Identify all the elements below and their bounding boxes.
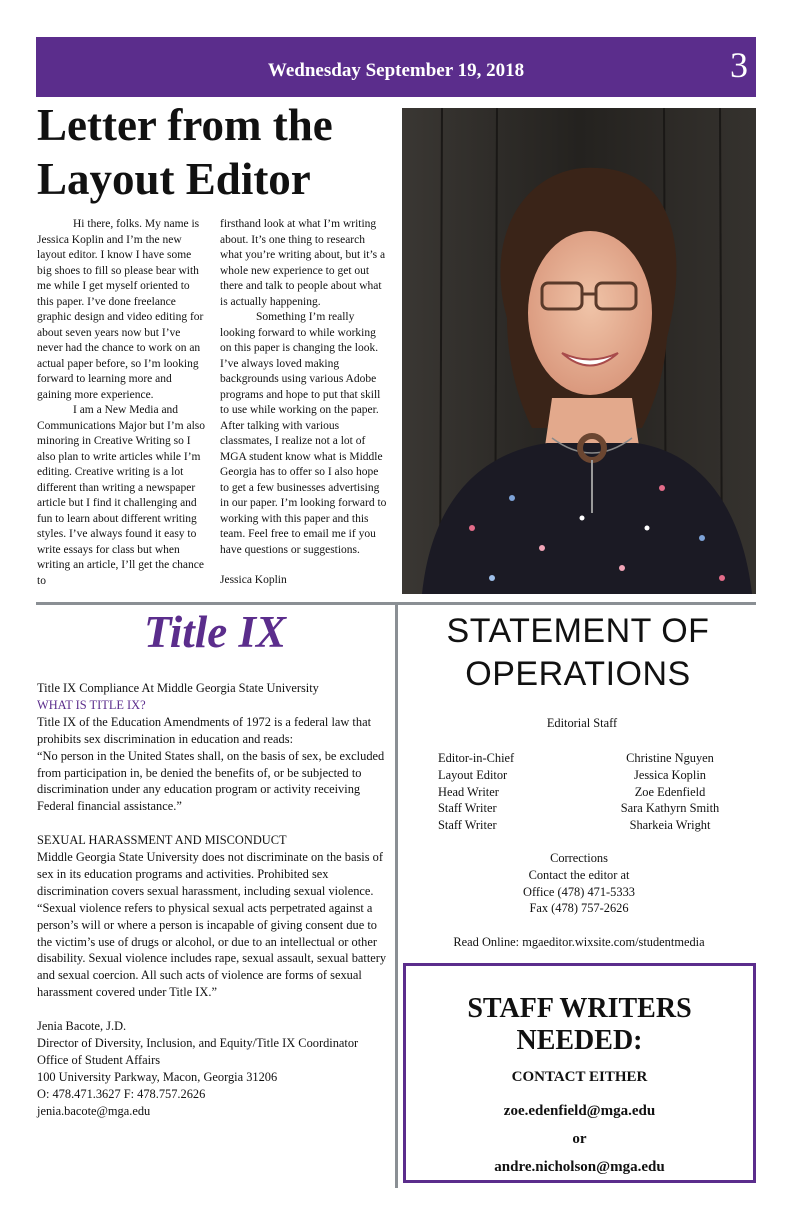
- article-paragraph: I am a New Media and Communications Major but I’m also minoring in Creative Writing so I also plan to write articles while I’m editing. Creative writing is a lot different than writing a newspaper article but I find it challenging and fun to learn about different writing styles. I’ve always found it easy to write essays for class but when writing an article, I’ll get the chance to: [37, 404, 206, 587]
- corrections-block: [400, 850, 758, 917]
- what-is-heading: WHAT IS TITLE IX?: [37, 697, 146, 712]
- corrections-label: Corrections: [550, 851, 608, 865]
- staff-name: Christine Nguyen: [626, 751, 714, 765]
- fax-number: Fax (478) 757-2626: [529, 901, 629, 916]
- editorial-staff-label: Editorial Staff: [546, 716, 618, 730]
- ad-title: [406, 993, 753, 1057]
- article-paragraph: Something I’m really looking forward to while working on this paper is changing the look. I’ve always loved making backgrounds using various Adobe programs and hope to put that skill to use while working on the paper. After talking with various classmates, I realize not a lot of MGA student know what is Middle Georgia has to offer so I also hope to get a few businesses advertising in our paper. I’m looking forward to working with this paper and this team. Feel free to email me if you have questions or suggestions.: [220, 311, 387, 556]
- law-quote: “No person in the United States shall, on the basis of sex, be excluded from participation in, be denied the benefits of, or be subjected to discrimination under any education program or activity receiving Federal financial assistance.”: [37, 748, 385, 814]
- ad-title-line: STAFF WRITERS: [467, 993, 692, 1024]
- staff-name: Jessica Koplin: [634, 767, 706, 782]
- statement-title-line: OPERATIONS: [465, 655, 691, 693]
- staff-role: Editor-in-Chief: [438, 751, 515, 765]
- ad-or-text: or: [572, 1131, 587, 1147]
- ad-contact-label: CONTACT EITHER: [511, 1069, 648, 1085]
- harassment-heading: SEXUAL HARASSMENT AND MISCONDUCT: [37, 833, 287, 848]
- compliance-line: Title IX Compliance At Middle Georgia State University: [37, 681, 319, 695]
- violence-quote: “Sexual violence refers to physical sexual acts perpetrated against a person’s will or where a person is incapable of giving consent due to the victim’s use of drugs or alcohol, or due to an intellectual or other disability. Sexual violence includes rape, sexual assault, sexual battery and sexual coercion. All such acts of violence are forms of sexual harassment covered under Title IX.”: [37, 900, 387, 1000]
- title-ix-heading: Title IX: [143, 607, 287, 657]
- intro-text: Title IX of the Education Amendments of 1972 is a federal law that prohibits sex discrimination in education and reads:: [37, 714, 372, 746]
- contact-title: Director of Diversity, Inclusion, and Equity/Title IX Coordinator: [37, 1036, 359, 1050]
- header-bar: [36, 37, 756, 97]
- staff-names: [590, 750, 750, 834]
- contact-name: Jenia Bacote, J.D.: [37, 1019, 127, 1034]
- harassment-text: Middle Georgia State University does not discriminate on the basis of sex in its education programs and activities. Prohibited sex discrimination covers sexual harassment, including sexual violence.: [37, 850, 383, 898]
- title-ix-body: [37, 680, 392, 1120]
- ad-email-link[interactable]: zoe.edenfield@mga.edu: [503, 1103, 656, 1119]
- vertical-divider: [395, 604, 398, 1188]
- ad-email-link[interactable]: andre.nicholson@mga.edu: [494, 1159, 665, 1175]
- statement-title-line: STATEMENT OF: [446, 612, 710, 650]
- article-paragraph: firsthand look at what I’m writing about. It’s one thing to research what you’re writing about, but it’s a whole new experience to get out there and talk to people about what is actually happening.: [220, 218, 386, 308]
- read-online-link[interactable]: Read Online: mgaeditor.wixsite.com/studentmedia: [453, 935, 705, 949]
- article-paragraph: Hi there, folks. My name is Jessica Koplin and I’m the new layout editor. I know I have some big shoes to fill so please bear with me while I get myself oriented to this paper. I’ve done freelance graphic design and video editing for about seven years now but I’ve never had the chance to work on an actual paper before, so I’m looking forward to learning more and gaining more experience.: [37, 218, 204, 401]
- contact-address: 100 University Parkway, Macon, Georgia 31206: [37, 1069, 278, 1084]
- staff-name: Sharkeia Wright: [629, 818, 711, 833]
- office-phone: Office (478) 471-5333: [523, 884, 635, 899]
- contact-phone: O: 478.471.3627 F: 478.757.2626: [37, 1086, 206, 1101]
- staff-role: Staff Writer: [438, 801, 497, 816]
- staff-role: Layout Editor: [438, 767, 508, 782]
- staff-name: Sara Kathyrn Smith: [620, 801, 720, 816]
- staff-roles: [438, 750, 578, 834]
- article-column-1: [37, 217, 206, 589]
- staff-role: Staff Writer: [438, 818, 497, 833]
- issue-date: Wednesday September 19, 2018: [267, 60, 525, 81]
- contact-office: Office of Student Affairs: [37, 1052, 161, 1067]
- page-number: 3: [730, 45, 748, 85]
- staff-name: Zoe Edenfield: [634, 784, 706, 799]
- contact-email: jenia.bacote@mga.edu: [37, 1103, 151, 1118]
- corrections-text: Contact the editor at: [528, 867, 630, 882]
- author-photo: [402, 108, 756, 594]
- author-photo-illustration: [402, 108, 756, 594]
- ad-title-line: NEEDED:: [516, 1025, 643, 1056]
- staff-writers-ad: [403, 963, 756, 1183]
- staff-role: Head Writer: [438, 784, 499, 799]
- article-headline: Letter from the Layout Editor: [37, 100, 333, 204]
- article-column-2: [220, 217, 389, 589]
- article-signature: Jessica Koplin: [220, 574, 287, 586]
- statement-title: [400, 610, 756, 696]
